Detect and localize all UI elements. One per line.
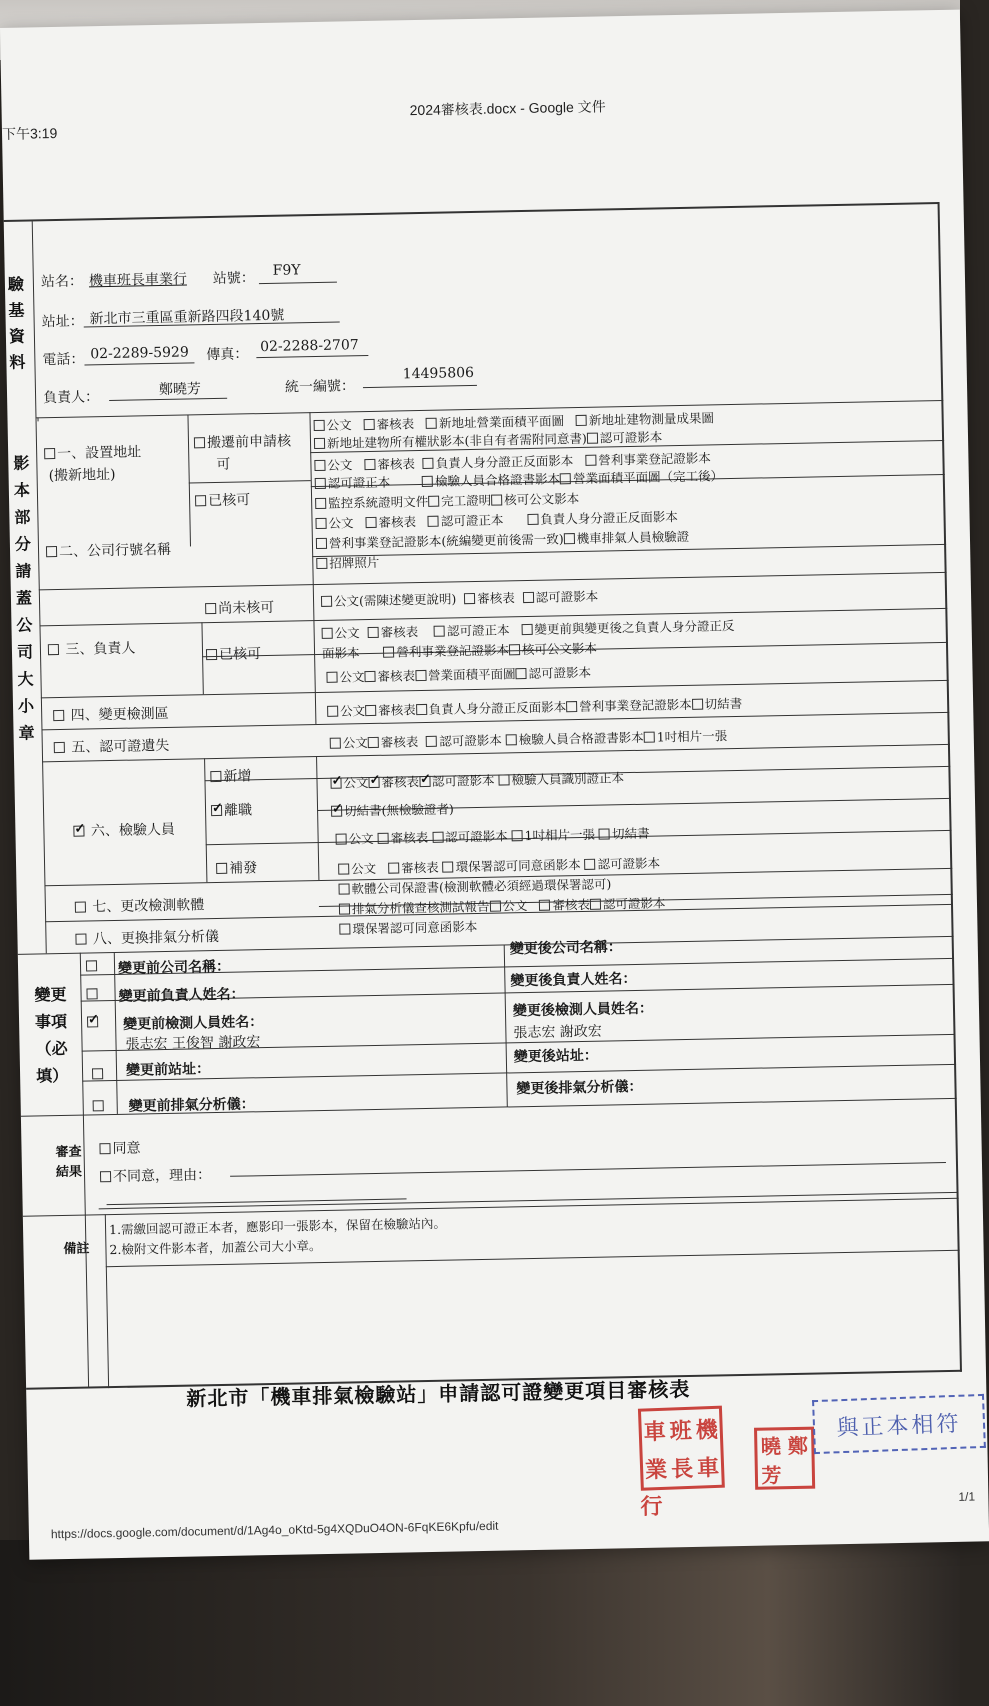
item1-checkbox[interactable] — [44, 448, 55, 459]
item2-line3: 招牌照片 — [316, 553, 379, 572]
item6-a-label: 新增 — [210, 765, 251, 786]
item1-a-label: 搬遷前申請核 — [194, 430, 291, 452]
item6-b-label: ✓離職 — [211, 799, 252, 820]
item4-label: 四、變更檢測區 — [53, 703, 169, 725]
item1-b-line3: 監控系統證明文件 完工證明 核可公文影本 — [315, 489, 579, 512]
address-label: 站址： — [41, 313, 84, 331]
owner-after-label: 變更後負責人姓名： — [510, 970, 637, 990]
item7-line2: 軟體公司保證書(檢測軟體必須經過環保署認可) — [338, 874, 611, 897]
side-label-review: 審查 結果 — [55, 1144, 83, 1181]
print-page-number: 1/1 — [958, 1489, 976, 1504]
station-no: F9Y — [272, 262, 301, 279]
form-title: 新北市「機車排氣檢驗站」申請認可證變更項目審核表 — [186, 1377, 691, 1411]
item1-a-line1: 公文 審核表 新地址營業面積平面圖 新地址建物測量成果圖 — [314, 408, 715, 434]
review-disagree: 不同意，理由： — [100, 1164, 211, 1186]
owner-before-label: 變更前負責人姓名： — [118, 986, 245, 1005]
item3-a-line1: 公文(需陳述變更說明) 審核表 認可證影本 — [321, 587, 598, 610]
remark-1: 1.需繳回認可證正本者，應影印一張影本，保留在檢驗站內。 — [108, 1215, 447, 1238]
item6-label: ✓ 六、檢驗人員 — [73, 819, 175, 841]
side-label-remarks: 備註 — [63, 1241, 90, 1258]
print-url: https://docs.google.com/document/d/1Ag4o_oKtd-5g4XQDuO4ON-6FqKE6Kpfu/edit — [50, 1518, 499, 1542]
item8-line1: 排氣分析儀查核測試報告 公文 審核表 認可證影本 — [339, 893, 666, 917]
site-after-label: 變更後站址： — [513, 1047, 598, 1066]
item1-label: 一、設置地址 — [44, 441, 141, 463]
inspector-after-label: 變更後檢測人員姓名： — [512, 1000, 654, 1020]
inspector-before-label: 變更前檢測人員姓名： — [123, 1014, 264, 1033]
item1-a-label2: 可 — [216, 456, 231, 473]
review-agree: 同意 — [99, 1138, 140, 1159]
item8-line2: 環保署認可同意函影本 — [339, 917, 477, 938]
item3-label: 三、負責人 — [48, 638, 136, 660]
item6-c-line1: 公文 審核表 認可證影本 1吋相片一張 切結書 — [335, 824, 649, 848]
station-name: 機車班長車業行 — [88, 271, 188, 290]
company-before-label: 變更前公司名稱： — [117, 958, 231, 977]
item7-line1: 公文 審核表 環保署認可同意函影本 認可證影本 — [338, 853, 660, 877]
item3-b-label: 已核可 — [206, 643, 261, 664]
phone-label: 電話： — [42, 351, 85, 369]
side-label-basic: 驗 基 資 料 — [7, 274, 26, 372]
print-time: 下午3:19 — [1, 124, 58, 142]
form-table — [4, 202, 962, 1390]
side-label-change-docs: 影本 部分 請蓋 公司 大小 章 — [13, 453, 35, 743]
print-doc-title: 2024審核表.docx - Google 文件 — [409, 98, 606, 119]
side-label-change-items: 變更 事項 （必 填） — [34, 984, 69, 1086]
station-no-label: 站號： — [212, 270, 256, 287]
station-name-label: 站名： — [40, 273, 84, 291]
item2-label: 二、公司行號名稱 — [46, 539, 171, 561]
item7-label: 七、更改檢測軟體 — [75, 894, 205, 916]
item6-checkbox[interactable] — [73, 826, 84, 837]
tax-id-label: 統一編號： — [284, 378, 356, 396]
remark-2: 2.檢附文件影本者，加蓋公司大小章。 — [109, 1238, 322, 1258]
address: 新北市三重區重新路四段140號 — [89, 307, 285, 328]
item1-a-line2: 新地址建物所有權狀影本(非自有者需附同意書) 認可證影本 — [314, 427, 663, 452]
item6-b-line2: ✓切結書(無檢驗證者) — [331, 799, 454, 819]
person-seal: 曉 鄭 芳 — [754, 1427, 815, 1490]
item6-c-label: 補發 — [216, 857, 257, 878]
item6-a-line1: 公文 審核表 認可證影本 檢驗人員合格證書影本 1吋相片一張 — [330, 726, 728, 752]
site-before-label: 變更前站址： — [125, 1061, 211, 1079]
item3-b-line2: 面影本 營利事業登記證影本 核可公文影本 — [321, 640, 598, 661]
printed-page — [0, 10, 989, 1560]
item3-a-label: 尚未核可 — [205, 597, 274, 618]
inspector-before-value: 張志宏 王俊智 謝政宏 — [125, 1034, 261, 1053]
item1-b-label: 已核可 — [195, 489, 250, 510]
item2-line1: 公文 審核表 認可證正本 負責人身分證正反面影本 — [315, 507, 678, 532]
copy-verified-stamp: 與正本相符 — [812, 1394, 986, 1454]
inspector-after-value: 張志宏 謝政宏 — [513, 1023, 602, 1042]
owner: 鄭曉芳 — [158, 381, 202, 399]
fax: 02-2288-2707 — [260, 337, 359, 356]
item2-line2: 營利事業登記證影本(統編變更前後需一致) 機車排氣人員檢驗證 — [316, 527, 690, 552]
owner-label: 負責人： — [42, 389, 100, 407]
analyzer-after-label: 變更後排氣分析儀： — [516, 1078, 643, 1098]
item1-b-line1: 公文 審核表 負責人身分證正反面影本 營利事業登記證影本 — [314, 448, 711, 474]
item5-line1: 公文 審核表 負責人身分證正反面影本 營利事業登記證影本 切結書 — [327, 694, 742, 720]
item1-b-line2: 認可證正本 檢驗人員合格證書影本 營業面積平面圖（完工後） — [315, 466, 724, 492]
item3-b-line1: 公文 審核表 認可證正本 變更前與變更後之負責人身分證正反 — [321, 616, 734, 642]
item8-label: 八、更換排氣分析儀 — [75, 926, 219, 949]
company-after-label: 變更後公司名稱： — [509, 939, 622, 958]
item1-sub: (搬新地址) — [48, 466, 116, 485]
company-seal: 車 班 機 業 長 車 — [638, 1406, 725, 1491]
tax-id: 14495806 — [402, 364, 475, 383]
background-desk — [0, 1540, 960, 1706]
fax-label: 傳真： — [206, 346, 249, 364]
phone: 02-2289-5929 — [90, 344, 189, 363]
item5-label: 五、認可證遺失 — [54, 735, 170, 757]
item6-b-line1: ✓公文✓ 審核表✓ 認可證影本 檢驗人員識別證正本 — [330, 768, 624, 792]
item4-line1: 公文 審核表 營業面積平面圖 認可證影本 — [326, 663, 591, 686]
company-seal-bottom: 行 — [640, 1493, 663, 1520]
analyzer-before-label: 變更前排氣分析儀： — [128, 1096, 255, 1115]
